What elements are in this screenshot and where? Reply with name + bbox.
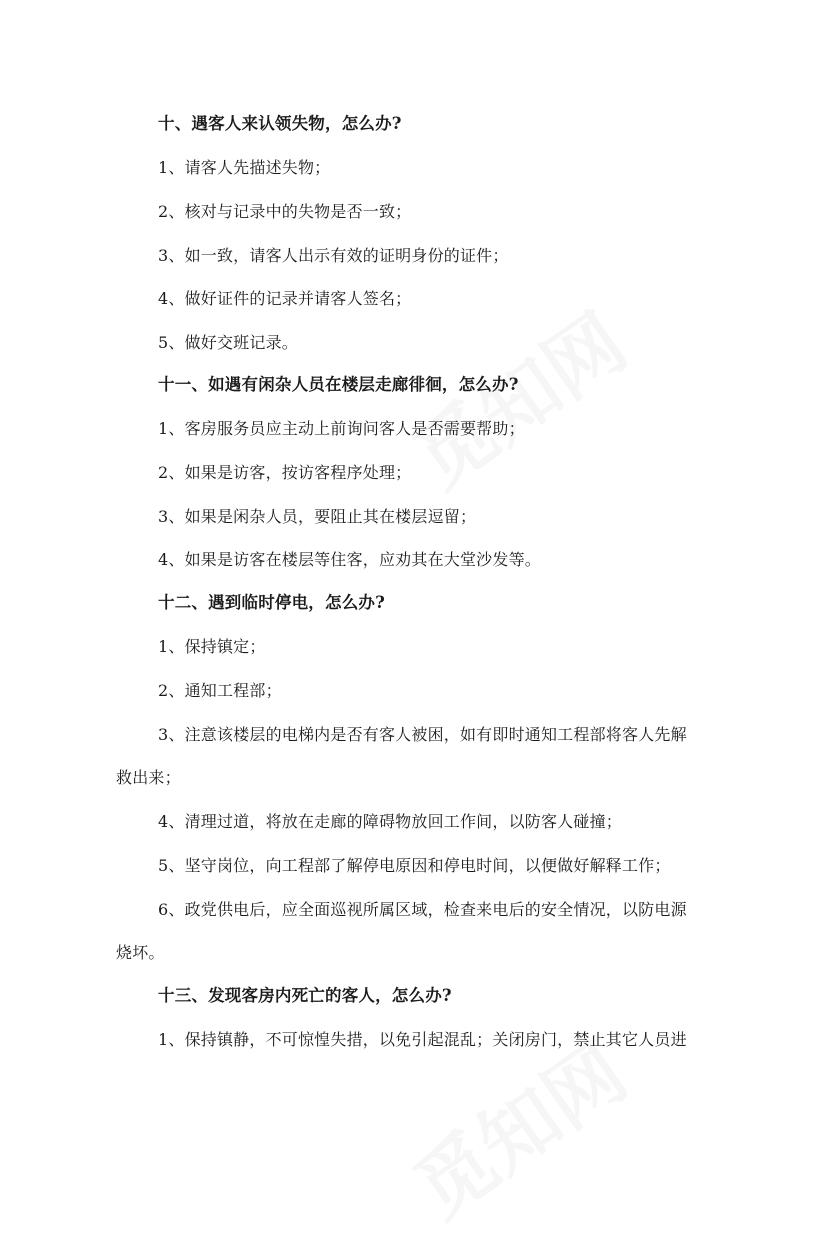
list-item: 5、做好交班记录。	[158, 333, 298, 352]
list-item: 5、坚守岗位，向工程部了解停电原因和停电时间，以便做好解释工作；	[158, 856, 671, 875]
list-item: 1、保持镇定；	[158, 637, 266, 656]
list-item: 2、核对与记录中的失物是否一致；	[158, 202, 412, 221]
section-heading-11: 十一、如遇有闲杂人员在楼层走廊徘徊，怎么办?	[158, 375, 519, 394]
list-item-continuation: 烧坏。	[116, 943, 165, 962]
list-item: 3、如果是闲杂人员，要阻止其在楼层逗留；	[158, 507, 477, 526]
section-heading-13: 十三、发现客房内死亡的客人，怎么办?	[158, 986, 452, 1005]
list-item: 1、请客人先描述失物；	[158, 158, 331, 177]
list-item: 4、如果是访客在楼层等住客，应劝其在大堂沙发等。	[158, 550, 541, 569]
list-item: 2、如果是访客，按访客程序处理；	[158, 463, 412, 482]
list-item: 1、客房服务员应主动上前询问客人是否需要帮助；	[158, 419, 525, 438]
list-item: 6、政党供电后，应全面巡视所属区域，检查来电后的安全情况，以防电源	[158, 900, 687, 919]
list-item: 2、通知工程部；	[158, 681, 282, 700]
list-item: 4、做好证件的记录并请客人签名；	[158, 289, 412, 308]
list-item: 3、如一致，请客人出示有效的证明身份的证件；	[158, 246, 509, 265]
section-heading-12: 十二、遇到临时停电，怎么办?	[158, 593, 385, 612]
list-item: 3、注意该楼层的电梯内是否有客人被困，如有即时通知工程部将客人先解	[158, 725, 687, 744]
list-item: 4、清理过道，将放在走廊的障碍物放回工作间，以防客人碰撞；	[158, 812, 622, 831]
list-item-continuation: 救出来；	[116, 768, 181, 787]
section-heading-10: 十、遇客人来认领失物，怎么办?	[158, 114, 402, 133]
list-item: 1、保持镇静，不可惊惶失措，以免引起混乱；关闭房门，禁止其它人员进	[158, 1030, 687, 1049]
